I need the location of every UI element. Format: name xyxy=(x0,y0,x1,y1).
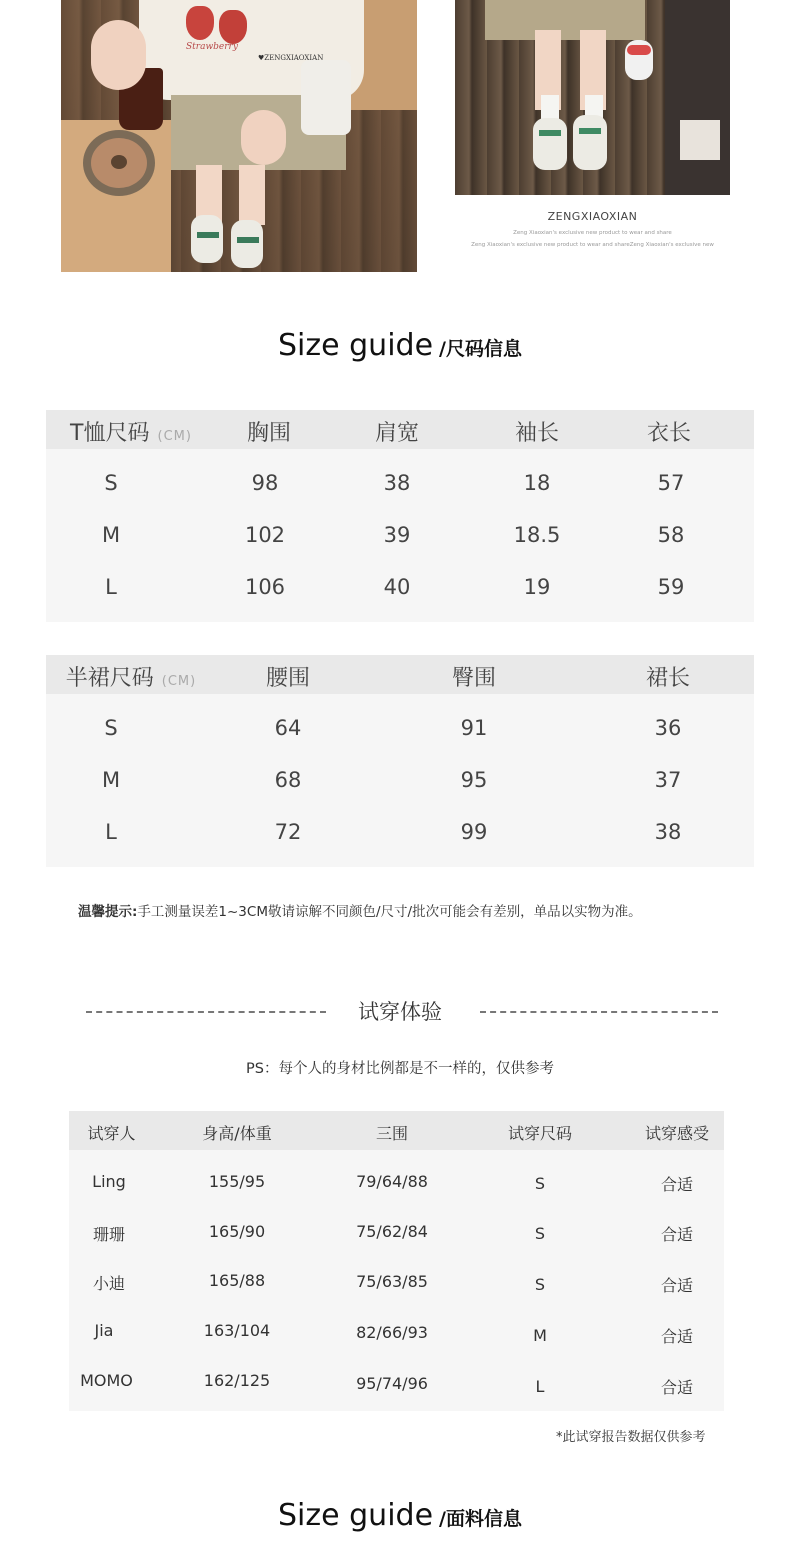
size-guide-subheading: /尺码信息 xyxy=(439,338,522,360)
brand-name: ZENGXIAOXIAN xyxy=(547,210,638,223)
table-cell: 64 xyxy=(274,716,302,740)
size-guide-heading: Size guide xyxy=(278,328,434,363)
photo-watermark: ♥ZENGXIAOXIAN xyxy=(258,54,324,62)
size-cell: S xyxy=(104,471,118,495)
trial-height-weight: 155/95 xyxy=(208,1172,266,1191)
table-cell: 95 xyxy=(460,768,488,792)
table-cell: 18.5 xyxy=(513,523,561,547)
column-header: 臀围 xyxy=(451,666,496,691)
trial-person: MOMO xyxy=(80,1371,133,1390)
trial-measurements: 95/74/96 xyxy=(356,1374,428,1393)
table-cell: 102 xyxy=(244,523,286,547)
table-cell: 58 xyxy=(657,523,685,547)
trial-person: Ling xyxy=(92,1172,126,1191)
trial-disclaimer: PS：每个人的身材比例都是不一样的，仅供参考 xyxy=(246,1061,554,1077)
tip-text: 手工测量误差1~3CM敬请谅解不同颜色/尺寸/批次可能会有差别，单品以实物为准。 xyxy=(137,904,642,920)
trial-size: S xyxy=(534,1275,546,1294)
trial-measurements: 82/66/93 xyxy=(356,1323,428,1342)
table-cell: 36 xyxy=(654,716,682,740)
shirt-print-text: Strawberry xyxy=(186,42,238,52)
table-header-label: T恤尺码 (CM) xyxy=(70,421,192,446)
trial-fit: 合适 xyxy=(660,1175,693,1194)
table-cell: 38 xyxy=(654,820,682,844)
table-cell: 40 xyxy=(383,575,411,599)
trial-size: S xyxy=(534,1174,546,1193)
trial-fit: 合适 xyxy=(660,1276,693,1295)
table-cell: 72 xyxy=(274,820,302,844)
trial-height-weight: 165/90 xyxy=(208,1222,266,1241)
table-cell: 37 xyxy=(654,768,682,792)
column-header: 袖长 xyxy=(514,421,559,446)
table-cell: 39 xyxy=(383,523,411,547)
trial-size: L xyxy=(535,1377,545,1396)
skirt-size-table xyxy=(46,655,754,867)
column-header: 腰围 xyxy=(265,666,310,691)
trial-title: 试穿体验 xyxy=(358,1000,442,1024)
measurement-tip xyxy=(78,900,642,920)
trial-person: 珊珊 xyxy=(92,1225,125,1244)
table-cell: 99 xyxy=(460,820,488,844)
trial-measurements: 79/64/88 xyxy=(356,1172,428,1191)
column-header: 试穿尺码 xyxy=(507,1124,572,1143)
trial-table xyxy=(69,1111,724,1411)
brand-tagline: Zeng Xiaoxian's exclusive new product to wear and share xyxy=(513,230,672,236)
fabric-guide-title xyxy=(0,1498,800,1533)
column-header: 三围 xyxy=(375,1124,408,1143)
column-header: 试穿感受 xyxy=(644,1124,709,1143)
size-cell: M xyxy=(101,523,121,547)
tip-label: 温馨提示: xyxy=(78,904,138,920)
product-photo-left xyxy=(61,0,417,272)
trial-measurements: 75/63/85 xyxy=(356,1272,428,1291)
size-cell: L xyxy=(105,575,117,599)
trial-size: M xyxy=(533,1326,547,1345)
table-cell: 38 xyxy=(383,471,411,495)
trial-person: Jia xyxy=(94,1321,114,1340)
column-header: 身高/体重 xyxy=(202,1124,272,1143)
size-cell: L xyxy=(105,820,117,844)
table-cell: 68 xyxy=(274,768,302,792)
trial-height-weight: 163/104 xyxy=(203,1321,271,1340)
fabric-guide-subheading: /面料信息 xyxy=(439,1508,522,1530)
column-header: 衣长 xyxy=(646,421,691,446)
trial-measurements: 75/62/84 xyxy=(356,1222,428,1241)
column-header: 裙长 xyxy=(645,666,690,691)
trial-height-weight: 165/88 xyxy=(208,1271,266,1290)
table-cell: 18 xyxy=(523,471,551,495)
table-cell: 106 xyxy=(244,575,286,599)
column-header: 试穿人 xyxy=(87,1124,136,1143)
size-cell: S xyxy=(104,716,118,740)
table-cell: 19 xyxy=(523,575,551,599)
size-guide-title xyxy=(0,328,800,363)
table-cell: 59 xyxy=(657,575,685,599)
divider-left xyxy=(86,1011,326,1013)
tshirt-size-table xyxy=(46,410,754,622)
fabric-guide-heading: Size guide xyxy=(278,1498,434,1533)
product-photo-right xyxy=(455,0,730,195)
table-cell: 57 xyxy=(657,471,685,495)
trial-height-weight: 162/125 xyxy=(203,1371,271,1390)
column-header: 胸围 xyxy=(246,421,291,446)
trial-note: *此试穿报告数据仅供参考 xyxy=(556,1430,706,1445)
trial-fit: 合适 xyxy=(660,1378,693,1397)
divider-right xyxy=(480,1011,718,1013)
trial-fit: 合适 xyxy=(660,1225,693,1244)
heart-icon: ♥ xyxy=(258,54,265,62)
trial-person: 小迪 xyxy=(92,1274,125,1293)
size-cell: M xyxy=(101,768,121,792)
table-header-label: 半裙尺码 (CM) xyxy=(65,666,197,691)
column-header: 肩宽 xyxy=(374,421,419,446)
brand-tagline-secondary: Zeng Xiaoxian's exclusive new product to wear and shareZeng Xiaoxian's exclusive new xyxy=(471,242,714,248)
trial-size: S xyxy=(534,1224,546,1243)
trial-fit: 合适 xyxy=(660,1327,693,1346)
table-cell: 91 xyxy=(460,716,488,740)
table-cell: 98 xyxy=(251,471,279,495)
